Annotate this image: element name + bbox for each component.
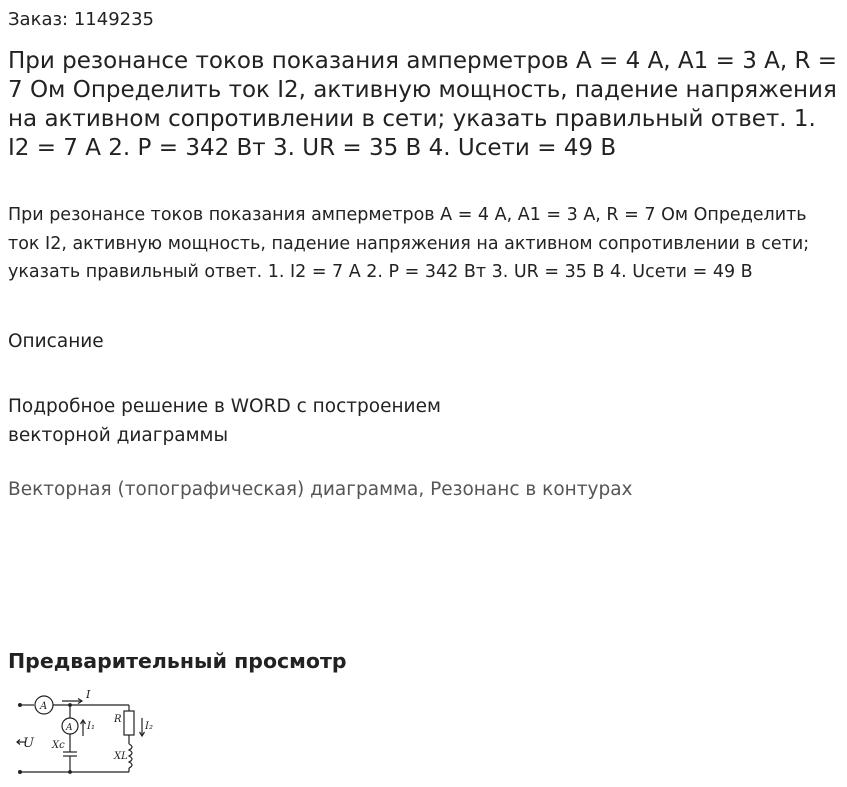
current-label-i2: I₂	[145, 721, 153, 732]
solution-text	[8, 392, 488, 450]
inductor-symbol	[129, 744, 132, 768]
terminal-dot	[19, 704, 22, 707]
terminal-dot	[19, 771, 22, 774]
current-label-i1: I₁	[87, 721, 95, 732]
order-line	[8, 9, 154, 31]
solution-line-1: Подробное решение в WORD с построением	[8, 396, 441, 417]
solution-line-2: векторной диаграммы	[8, 425, 229, 446]
preview-heading: Предварительный просмотр	[8, 649, 347, 673]
tag-link-vector-diagram[interactable]: Векторная (топографическая) диаграмма	[8, 479, 419, 500]
voltage-label: U	[23, 736, 34, 751]
resistance-label: R	[114, 714, 122, 725]
ammeter-label: A	[40, 701, 48, 712]
tag-list	[8, 479, 633, 501]
page-title: При резонансе токов показания амперметров А = 4 А, А1 = 3 А, R = 7 Ом Определить ток I2, активную мощность, падение напряжения на активном сопротивлении в сети; указать правильный ответ. 1. I2 = 7 А 2. Р = 342 Вт 3. UR = 35 В 4. Uсети = 49 В	[8, 48, 838, 161]
task-description: При резонансе токов показания амперметров А = 4 А, А1 = 3 А, R = 7 Ом Определить ток I2, активную мощность, падение напряжения на активном сопротивлении в сети; указать правильный ответ. 1. I2 = 7 А 2. Р = 342 Вт 3. UR = 35 В 4. Uсети = 49 В	[8, 205, 810, 282]
order-label: Заказ:	[8, 9, 69, 30]
junction-dot	[69, 771, 72, 774]
resistor-symbol	[124, 711, 134, 735]
tag-separator: ,	[418, 479, 431, 500]
capacitive-label: Xc	[52, 740, 65, 751]
junction-dot	[69, 704, 72, 707]
tag-link-resonance[interactable]: Резонанс в контурах	[430, 479, 633, 500]
circuit-preview-image[interactable]	[12, 684, 160, 780]
inductive-label: XL	[114, 751, 128, 762]
description-heading: Описание	[8, 331, 104, 352]
order-number: 1149235	[73, 9, 155, 30]
current-label-i: I	[86, 688, 91, 701]
ammeter1-label: A	[66, 723, 73, 733]
